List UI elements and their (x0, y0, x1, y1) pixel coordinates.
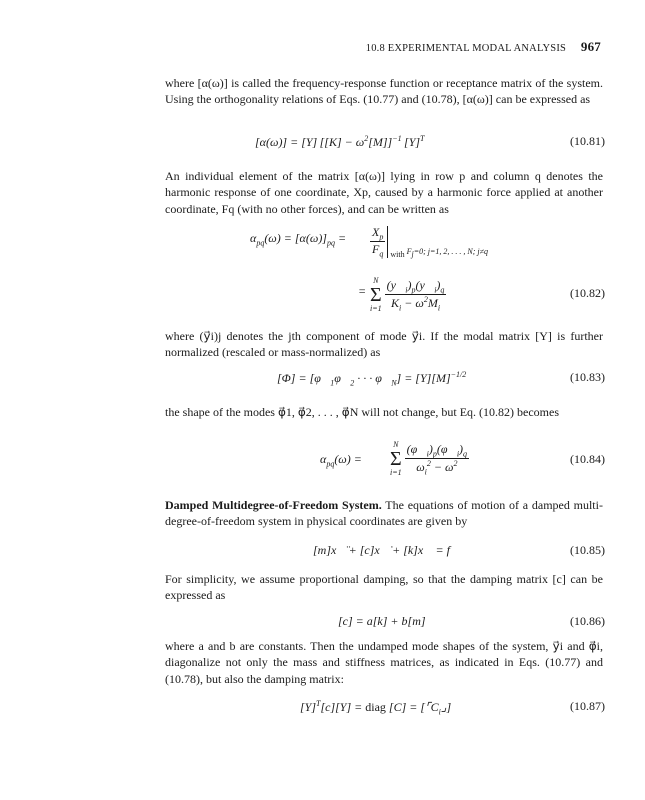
equation-number: (10.84) (570, 452, 605, 466)
paragraph-1: where [α(ω)] is called the frequency-response function or receptance matrix of the system. Using the orthogonality relations of Eqs. (10.77) and (10.78), [α(ω)] can be expressed as (165, 76, 603, 107)
equation-10-87: $[Y]^T[c][Y]$ = diag $[C] = [⌜C_i⌟]$ (10.87) (300, 699, 605, 717)
equation-number: (10.85) (570, 543, 605, 557)
section-heading: Damped Multidegree-of-Freedom System. (165, 498, 382, 512)
equation-number: (10.81) (570, 134, 605, 148)
equation-number: (10.86) (570, 614, 605, 628)
equation-10-85: [m]x⃗̈ + [c]x⃗̇ + [k]x⃗ = f⃗ (10.85) (313, 543, 605, 557)
equation-10-82-line-2: = N Σ i=1 $\frac{(y⃗_i)_p(y⃗_i)_q}{K_i - \omega^2M_i}$ (10.82) (358, 276, 605, 313)
equation-10-82-line-1: $\alpha_{pq}(\omega) = [\alpha(\omega)]_{pq}$ = $\frac{X_p}{F_q}$ with $F_j=0$; j=1, 2, . . . , N; j≠q (250, 225, 488, 259)
paragraph-4: the shape of the modes φ⃗1, φ⃗2, . . . , φ⃗N will not change, but Eq. (10.82) becomes (165, 405, 560, 419)
section-title: 10.8 EXPERIMENTAL MODAL ANALYSIS (365, 43, 567, 54)
equation-10-83: $[\Phi] = [\varphi⃗_1\varphi⃗_2$ · · · $\varphi⃗_N] = [Y][M]^{-1/2}$ (10.83) (277, 370, 605, 388)
paragraph-3: where (y⃗i)j denotes the jth component of mode y⃗i. If the modal matrix [Y] is further normalized (rescaled or mass-normalized) as (165, 329, 603, 360)
paragraph-5 (165, 497, 603, 530)
paragraph-7: where a and b are constants. Then the undamped mode shapes of the system, y⃗i and φ⃗i, diagonalize not only the mass and stiffness matrices, as indicated in Eqs. (10.77) and (10.78), but also the damping matrix: (165, 639, 603, 686)
page-number: 967 (580, 39, 601, 54)
paragraph-5-text: The equations of motion of a damped multi-degree-of-freedom system in physical coordinates are given by (165, 498, 603, 529)
equation-10-81: [α(ω)] = [Y] $[[K] - \omega^2[M]]^{-1}$ $[Y]^T$ (10.81) (255, 134, 605, 149)
running-header (366, 39, 601, 55)
paragraph-2: An individual element of the matrix [α(ω)] lying in row p and column q denotes the harmonic response of one coordinate, Xp, caused by a harmonic force applied at another coordinate, Fq (with no other forces), and can be written as (165, 169, 603, 216)
equation-number: (10.82) (570, 286, 605, 300)
equation-10-84: $\alpha_{pq}(\omega)$ = N Σ i=1 $\frac{(\varphi⃗_i)_p(\varphi⃗_i)_q}{\omega_i^2 - \omega^2}$ (10.84) (320, 440, 605, 477)
equation-number: (10.87) (570, 699, 605, 713)
equation-number: (10.83) (570, 370, 605, 384)
equation-10-86: [c] = a[k] + b[m] (10.86) (338, 614, 605, 628)
paragraph-6: For simplicity, we assume proportional damping, so that the damping matrix [c] can be expressed as (165, 572, 603, 603)
